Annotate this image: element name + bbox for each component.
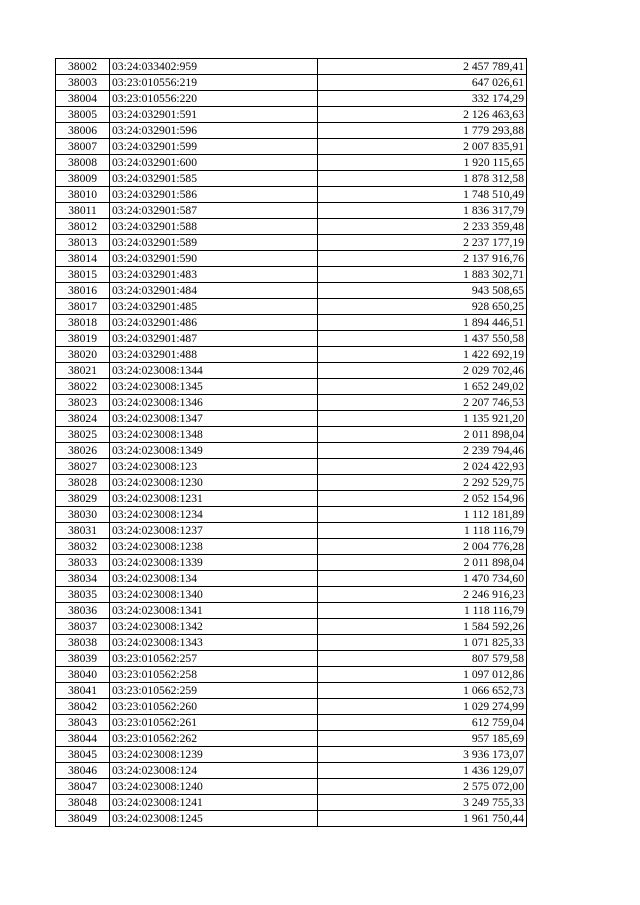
cadastral-number-cell: 03:24:023008:1241 bbox=[110, 795, 318, 811]
cadastral-number-cell: 03:24:023008:1341 bbox=[110, 603, 318, 619]
row-id-cell: 38011 bbox=[56, 203, 110, 219]
table-row bbox=[56, 171, 527, 187]
table-row bbox=[56, 491, 527, 507]
row-id-cell: 38003 bbox=[56, 75, 110, 91]
cadastral-number-cell: 03:24:032901:600 bbox=[110, 155, 318, 171]
cadastral-value-cell: 3 936 173,07 bbox=[318, 747, 527, 763]
table-body bbox=[56, 59, 527, 827]
table-row bbox=[56, 123, 527, 139]
cadastral-number-cell: 03:23:010562:260 bbox=[110, 699, 318, 715]
cadastral-value-cell: 2 137 916,76 bbox=[318, 251, 527, 267]
cadastral-value-cell: 1 961 750,44 bbox=[318, 811, 527, 827]
cadastral-number-cell: 03:24:023008:1344 bbox=[110, 363, 318, 379]
row-id-cell: 38035 bbox=[56, 587, 110, 603]
cadastral-number-cell: 03:24:023008:123 bbox=[110, 459, 318, 475]
cadastral-value-cell: 1 878 312,58 bbox=[318, 171, 527, 187]
cadastral-value-cell: 1 779 293,88 bbox=[318, 123, 527, 139]
cadastral-number-cell: 03:24:023008:1231 bbox=[110, 491, 318, 507]
cadastral-value-table bbox=[55, 58, 527, 827]
cadastral-value-cell: 2 457 789,41 bbox=[318, 59, 527, 75]
table-row bbox=[56, 715, 527, 731]
cadastral-value-cell: 1 894 446,51 bbox=[318, 315, 527, 331]
row-id-cell: 38044 bbox=[56, 731, 110, 747]
cadastral-value-cell: 2 246 916,23 bbox=[318, 587, 527, 603]
table-row bbox=[56, 635, 527, 651]
cadastral-value-cell: 3 249 755,33 bbox=[318, 795, 527, 811]
table-row bbox=[56, 731, 527, 747]
cadastral-number-cell: 03:24:032901:488 bbox=[110, 347, 318, 363]
row-id-cell: 38021 bbox=[56, 363, 110, 379]
cadastral-value-cell: 2 207 746,53 bbox=[318, 395, 527, 411]
table-row bbox=[56, 699, 527, 715]
table-row bbox=[56, 363, 527, 379]
row-id-cell: 38005 bbox=[56, 107, 110, 123]
row-id-cell: 38010 bbox=[56, 187, 110, 203]
table-row bbox=[56, 619, 527, 635]
cadastral-number-cell: 03:24:023008:1234 bbox=[110, 507, 318, 523]
cadastral-value-cell: 2 233 359,48 bbox=[318, 219, 527, 235]
cadastral-value-cell: 1 437 550,58 bbox=[318, 331, 527, 347]
cadastral-value-cell: 612 759,04 bbox=[318, 715, 527, 731]
cadastral-value-cell: 1 920 115,65 bbox=[318, 155, 527, 171]
cadastral-number-cell: 03:24:023008:1347 bbox=[110, 411, 318, 427]
cadastral-number-cell: 03:23:010562:258 bbox=[110, 667, 318, 683]
cadastral-number-cell: 03:24:032901:591 bbox=[110, 107, 318, 123]
table-row bbox=[56, 107, 527, 123]
cadastral-number-cell: 03:23:010562:262 bbox=[110, 731, 318, 747]
cadastral-value-cell: 2 126 463,63 bbox=[318, 107, 527, 123]
table-row bbox=[56, 443, 527, 459]
row-id-cell: 38020 bbox=[56, 347, 110, 363]
table-row bbox=[56, 283, 527, 299]
cadastral-number-cell: 03:24:032901:485 bbox=[110, 299, 318, 315]
row-id-cell: 38039 bbox=[56, 651, 110, 667]
table-row bbox=[56, 683, 527, 699]
table-row bbox=[56, 475, 527, 491]
table-row bbox=[56, 555, 527, 571]
cadastral-value-cell: 332 174,29 bbox=[318, 91, 527, 107]
row-id-cell: 38047 bbox=[56, 779, 110, 795]
table-row bbox=[56, 539, 527, 555]
table-row bbox=[56, 763, 527, 779]
cadastral-value-cell: 2 024 422,93 bbox=[318, 459, 527, 475]
row-id-cell: 38031 bbox=[56, 523, 110, 539]
cadastral-number-cell: 03:24:032901:599 bbox=[110, 139, 318, 155]
row-id-cell: 38040 bbox=[56, 667, 110, 683]
cadastral-number-cell: 03:24:023008:134 bbox=[110, 571, 318, 587]
cadastral-number-cell: 03:23:010562:259 bbox=[110, 683, 318, 699]
cadastral-number-cell: 03:24:023008:1239 bbox=[110, 747, 318, 763]
cadastral-value-cell: 2 007 835,91 bbox=[318, 139, 527, 155]
cadastral-number-cell: 03:24:023008:1245 bbox=[110, 811, 318, 827]
table-row bbox=[56, 139, 527, 155]
table-row bbox=[56, 459, 527, 475]
table-row bbox=[56, 59, 527, 75]
cadastral-value-cell: 2 011 898,04 bbox=[318, 555, 527, 571]
cadastral-number-cell: 03:24:032901:588 bbox=[110, 219, 318, 235]
cadastral-value-cell: 2 575 072,00 bbox=[318, 779, 527, 795]
row-id-cell: 38025 bbox=[56, 427, 110, 443]
row-id-cell: 38012 bbox=[56, 219, 110, 235]
row-id-cell: 38046 bbox=[56, 763, 110, 779]
cadastral-number-cell: 03:24:023008:1238 bbox=[110, 539, 318, 555]
row-id-cell: 38033 bbox=[56, 555, 110, 571]
table-row bbox=[56, 75, 527, 91]
cadastral-value-cell: 1 029 274,99 bbox=[318, 699, 527, 715]
cadastral-number-cell: 03:24:032901:596 bbox=[110, 123, 318, 139]
table-row bbox=[56, 603, 527, 619]
cadastral-number-cell: 03:23:010562:257 bbox=[110, 651, 318, 667]
cadastral-number-cell: 03:24:023008:1349 bbox=[110, 443, 318, 459]
cadastral-value-cell: 1 584 592,26 bbox=[318, 619, 527, 635]
cadastral-value-cell: 1 436 129,07 bbox=[318, 763, 527, 779]
cadastral-value-cell: 1 118 116,79 bbox=[318, 603, 527, 619]
row-id-cell: 38009 bbox=[56, 171, 110, 187]
cadastral-number-cell: 03:24:023008:1240 bbox=[110, 779, 318, 795]
row-id-cell: 38028 bbox=[56, 475, 110, 491]
cadastral-value-cell: 807 579,58 bbox=[318, 651, 527, 667]
cadastral-number-cell: 03:24:033402:959 bbox=[110, 59, 318, 75]
cadastral-value-cell: 2 011 898,04 bbox=[318, 427, 527, 443]
row-id-cell: 38043 bbox=[56, 715, 110, 731]
cadastral-number-cell: 03:24:032901:487 bbox=[110, 331, 318, 347]
row-id-cell: 38048 bbox=[56, 795, 110, 811]
cadastral-number-cell: 03:24:032901:586 bbox=[110, 187, 318, 203]
cadastral-number-cell: 03:24:032901:484 bbox=[110, 283, 318, 299]
cadastral-value-cell: 1 135 921,20 bbox=[318, 411, 527, 427]
row-id-cell: 38030 bbox=[56, 507, 110, 523]
table-row bbox=[56, 587, 527, 603]
table-row bbox=[56, 251, 527, 267]
cadastral-number-cell: 03:23:010556:219 bbox=[110, 75, 318, 91]
cadastral-value-cell: 943 508,65 bbox=[318, 283, 527, 299]
table-row bbox=[56, 347, 527, 363]
table-row bbox=[56, 331, 527, 347]
row-id-cell: 38029 bbox=[56, 491, 110, 507]
cadastral-number-cell: 03:24:023008:1346 bbox=[110, 395, 318, 411]
table-row bbox=[56, 779, 527, 795]
row-id-cell: 38037 bbox=[56, 619, 110, 635]
row-id-cell: 38002 bbox=[56, 59, 110, 75]
cadastral-value-cell: 2 292 529,75 bbox=[318, 475, 527, 491]
cadastral-value-cell: 1 652 249,02 bbox=[318, 379, 527, 395]
table-row bbox=[56, 571, 527, 587]
table-row bbox=[56, 267, 527, 283]
table-row bbox=[56, 427, 527, 443]
cadastral-value-cell: 647 026,61 bbox=[318, 75, 527, 91]
row-id-cell: 38017 bbox=[56, 299, 110, 315]
row-id-cell: 38042 bbox=[56, 699, 110, 715]
cadastral-value-cell: 2 029 702,46 bbox=[318, 363, 527, 379]
table-row bbox=[56, 523, 527, 539]
table-row bbox=[56, 667, 527, 683]
row-id-cell: 38006 bbox=[56, 123, 110, 139]
cadastral-number-cell: 03:24:032901:483 bbox=[110, 267, 318, 283]
cadastral-value-cell: 1 836 317,79 bbox=[318, 203, 527, 219]
cadastral-value-cell: 957 185,69 bbox=[318, 731, 527, 747]
table-row bbox=[56, 203, 527, 219]
cadastral-value-cell: 1 422 692,19 bbox=[318, 347, 527, 363]
row-id-cell: 38038 bbox=[56, 635, 110, 651]
cadastral-number-cell: 03:24:023008:1345 bbox=[110, 379, 318, 395]
cadastral-value-cell: 1 748 510,49 bbox=[318, 187, 527, 203]
table-row bbox=[56, 651, 527, 667]
cadastral-number-cell: 03:24:023008:124 bbox=[110, 763, 318, 779]
cadastral-value-cell: 1 112 181,89 bbox=[318, 507, 527, 523]
row-id-cell: 38019 bbox=[56, 331, 110, 347]
table-row bbox=[56, 187, 527, 203]
cadastral-number-cell: 03:24:032901:486 bbox=[110, 315, 318, 331]
cadastral-number-cell: 03:24:032901:589 bbox=[110, 235, 318, 251]
row-id-cell: 38013 bbox=[56, 235, 110, 251]
cadastral-value-cell: 2 237 177,19 bbox=[318, 235, 527, 251]
row-id-cell: 38015 bbox=[56, 267, 110, 283]
row-id-cell: 38045 bbox=[56, 747, 110, 763]
table-row bbox=[56, 235, 527, 251]
cadastral-value-cell: 2 004 776,28 bbox=[318, 539, 527, 555]
table-row bbox=[56, 299, 527, 315]
cadastral-number-cell: 03:24:023008:1237 bbox=[110, 523, 318, 539]
row-id-cell: 38016 bbox=[56, 283, 110, 299]
cadastral-value-cell: 1 470 734,60 bbox=[318, 571, 527, 587]
cadastral-value-cell: 2 239 794,46 bbox=[318, 443, 527, 459]
table-row bbox=[56, 507, 527, 523]
cadastral-number-cell: 03:24:032901:585 bbox=[110, 171, 318, 187]
cadastral-value-cell: 1 883 302,71 bbox=[318, 267, 527, 283]
table-row bbox=[56, 155, 527, 171]
cadastral-number-cell: 03:24:023008:1230 bbox=[110, 475, 318, 491]
row-id-cell: 38026 bbox=[56, 443, 110, 459]
table-row bbox=[56, 411, 527, 427]
table-row bbox=[56, 811, 527, 827]
table-row bbox=[56, 91, 527, 107]
row-id-cell: 38023 bbox=[56, 395, 110, 411]
table-row bbox=[56, 795, 527, 811]
cadastral-number-cell: 03:23:010562:261 bbox=[110, 715, 318, 731]
cadastral-value-cell: 1 071 825,33 bbox=[318, 635, 527, 651]
cadastral-value-cell: 1 097 012,86 bbox=[318, 667, 527, 683]
row-id-cell: 38034 bbox=[56, 571, 110, 587]
table-row bbox=[56, 395, 527, 411]
table-row bbox=[56, 379, 527, 395]
cadastral-number-cell: 03:24:023008:1340 bbox=[110, 587, 318, 603]
cadastral-number-cell: 03:24:032901:590 bbox=[110, 251, 318, 267]
row-id-cell: 38007 bbox=[56, 139, 110, 155]
table-row bbox=[56, 747, 527, 763]
row-id-cell: 38036 bbox=[56, 603, 110, 619]
row-id-cell: 38022 bbox=[56, 379, 110, 395]
cadastral-number-cell: 03:24:023008:1342 bbox=[110, 619, 318, 635]
row-id-cell: 38008 bbox=[56, 155, 110, 171]
row-id-cell: 38024 bbox=[56, 411, 110, 427]
table-row bbox=[56, 315, 527, 331]
row-id-cell: 38041 bbox=[56, 683, 110, 699]
row-id-cell: 38049 bbox=[56, 811, 110, 827]
cadastral-value-cell: 928 650,25 bbox=[318, 299, 527, 315]
row-id-cell: 38004 bbox=[56, 91, 110, 107]
cadastral-number-cell: 03:24:032901:587 bbox=[110, 203, 318, 219]
table-row bbox=[56, 219, 527, 235]
cadastral-number-cell: 03:24:023008:1339 bbox=[110, 555, 318, 571]
cadastral-value-cell: 1 066 652,73 bbox=[318, 683, 527, 699]
row-id-cell: 38032 bbox=[56, 539, 110, 555]
cadastral-number-cell: 03:24:023008:1348 bbox=[110, 427, 318, 443]
row-id-cell: 38014 bbox=[56, 251, 110, 267]
row-id-cell: 38027 bbox=[56, 459, 110, 475]
cadastral-value-cell: 1 118 116,79 bbox=[318, 523, 527, 539]
cadastral-number-cell: 03:23:010556:220 bbox=[110, 91, 318, 107]
cadastral-number-cell: 03:24:023008:1343 bbox=[110, 635, 318, 651]
cadastral-value-cell: 2 052 154,96 bbox=[318, 491, 527, 507]
row-id-cell: 38018 bbox=[56, 315, 110, 331]
